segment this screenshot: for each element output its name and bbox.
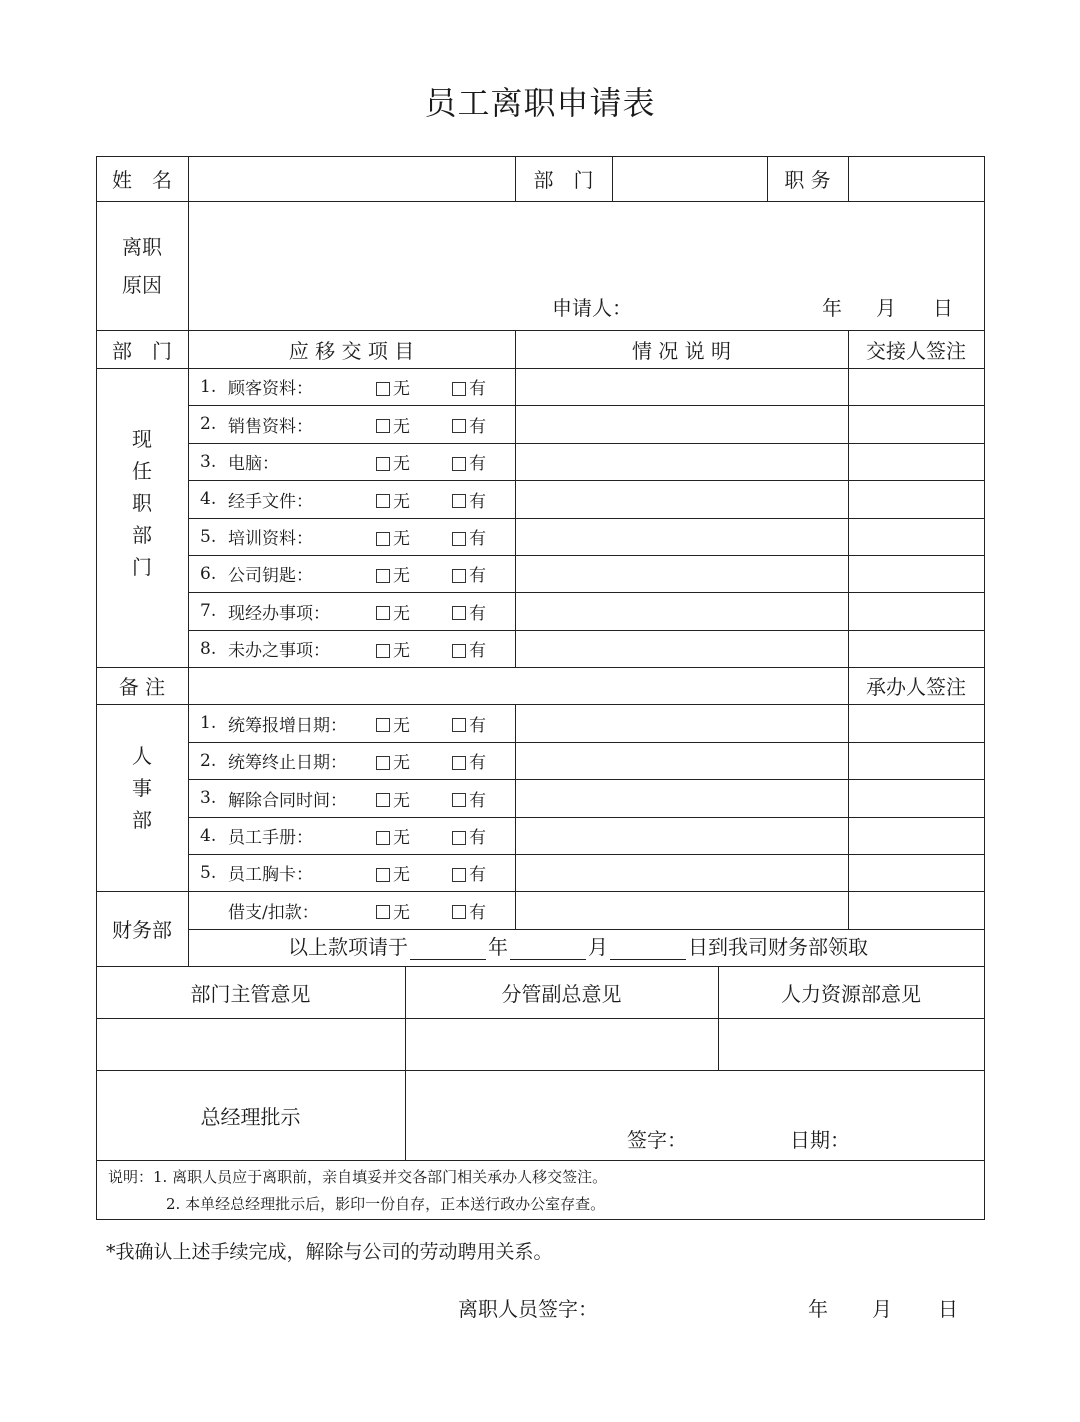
checkbox-icon[interactable] — [376, 569, 390, 583]
checkbox-icon[interactable] — [376, 382, 390, 396]
hr-item — [200, 742, 486, 779]
item-name: 统筹报增日期： — [228, 715, 347, 736]
current-dept-label-char: 职 — [132, 490, 152, 515]
checkbox-icon[interactable] — [376, 831, 390, 845]
checkbox-icon[interactable] — [452, 532, 466, 546]
item-number: 4. — [200, 489, 217, 509]
hr-dept-label — [96, 704, 188, 891]
option-none[interactable]: 无 — [376, 823, 452, 848]
item-name: 现经办事项： — [228, 603, 330, 624]
finance-collect-line — [288, 934, 868, 960]
finance-item — [228, 891, 486, 929]
option-none[interactable]: 无 — [376, 524, 452, 549]
option-has[interactable]: 有 — [452, 748, 486, 773]
item-number: 1. — [200, 713, 217, 733]
col-handover-sign-header: 交接人签注 — [866, 338, 966, 363]
footer-day: 日 — [938, 1297, 958, 1321]
option-none[interactable]: 无 — [376, 599, 452, 624]
hr-item — [200, 854, 486, 891]
name-label: 姓 名 — [112, 168, 172, 192]
option-has[interactable]: 有 — [452, 487, 486, 512]
checkbox-icon[interactable] — [452, 606, 466, 620]
option-none[interactable]: 无 — [376, 748, 452, 773]
handover-item — [200, 480, 486, 518]
footer-month: 月 — [872, 1297, 892, 1321]
vice-president-opinion-field[interactable] — [406, 1019, 717, 1069]
current-dept-label-char: 任 — [132, 458, 152, 483]
current-dept-label — [96, 368, 188, 667]
checkbox-icon[interactable] — [376, 756, 390, 770]
handover-item — [200, 443, 486, 480]
reason-label-line2: 原因 — [122, 272, 162, 297]
option-none[interactable]: 无 — [376, 786, 452, 811]
hr-opinion-field[interactable] — [719, 1019, 983, 1069]
item-name: 员工手册： — [228, 828, 313, 848]
option-has[interactable]: 有 — [452, 786, 486, 811]
item-number: 6. — [200, 563, 217, 584]
finance-label: 财务部 — [112, 918, 172, 942]
option-has[interactable]: 有 — [452, 412, 486, 437]
checkbox-icon[interactable] — [376, 644, 390, 658]
checkbox-icon[interactable] — [376, 793, 390, 807]
option-none[interactable]: 无 — [376, 898, 452, 923]
option-has[interactable]: 有 — [452, 711, 486, 736]
checkbox-icon[interactable] — [452, 419, 466, 433]
checkbox-icon[interactable] — [376, 868, 390, 882]
vice-president-opinion-label: 分管副总意见 — [501, 981, 622, 1006]
handover-item — [200, 518, 486, 555]
position-field[interactable] — [849, 157, 983, 200]
option-none[interactable]: 无 — [376, 860, 452, 885]
handover-item — [200, 555, 486, 592]
option-none[interactable]: 无 — [376, 449, 452, 474]
col-items-header: 应 移 交 项 目 — [288, 338, 415, 363]
hr-opinion-label: 人力资源部意见 — [781, 981, 921, 1006]
gm-date-label: 日期： — [790, 1128, 850, 1152]
option-has[interactable]: 有 — [452, 898, 486, 923]
hr-dept-label-char: 事 — [132, 775, 152, 800]
checkbox-icon[interactable] — [376, 532, 390, 546]
applicant-label: 申请人： — [552, 296, 632, 320]
item-name: 顾客资料： — [228, 379, 313, 399]
hr-dept-label-char: 人 — [132, 743, 152, 768]
item-name: 电脑： — [228, 454, 279, 474]
hr-item — [200, 779, 486, 817]
resignee-sign-label: 离职人员签字： — [458, 1297, 598, 1321]
remarks-field[interactable] — [189, 668, 847, 703]
checkbox-icon[interactable] — [376, 457, 390, 471]
col-dept-header: 部 门 — [112, 338, 172, 363]
department-field[interactable] — [613, 157, 766, 200]
item-name: 统筹终止日期： — [228, 753, 347, 773]
gm-approval-field[interactable] — [406, 1071, 983, 1159]
option-none[interactable]: 无 — [376, 561, 452, 586]
option-none[interactable]: 无 — [376, 711, 452, 736]
reason-label — [96, 201, 188, 330]
checkbox-icon[interactable] — [452, 756, 466, 770]
option-has[interactable]: 有 — [452, 374, 486, 399]
option-has[interactable]: 有 — [452, 599, 486, 624]
checkbox-icon[interactable] — [452, 382, 466, 396]
checkbox-icon[interactable] — [452, 494, 466, 508]
option-none[interactable]: 无 — [376, 412, 452, 437]
item-number: 2. — [200, 750, 217, 771]
handover-item — [200, 592, 486, 630]
department-label: 部 门 — [533, 168, 594, 192]
option-none[interactable]: 无 — [376, 487, 452, 512]
remarks-label: 备 注 — [118, 675, 166, 699]
item-name: 员工胸卡： — [228, 865, 313, 885]
current-dept-label-char: 部 — [132, 522, 152, 547]
hr-item — [200, 817, 486, 854]
position-label: 职 务 — [784, 168, 831, 192]
handover-item — [200, 368, 486, 405]
notes-prefix: 说明： — [108, 1168, 154, 1186]
checkbox-icon[interactable] — [376, 718, 390, 732]
reason-month: 月 — [876, 296, 896, 320]
checkbox-icon[interactable] — [376, 419, 390, 433]
col-status-header: 情 况 说 明 — [631, 338, 732, 363]
item-number: 5. — [200, 862, 217, 883]
checkbox-icon[interactable] — [452, 569, 466, 583]
option-has[interactable]: 有 — [452, 823, 486, 848]
checkbox-icon[interactable] — [452, 644, 466, 658]
option-none[interactable]: 无 — [376, 636, 452, 661]
checkbox-icon[interactable] — [452, 457, 466, 471]
dept-manager-opinion-label: 部门主管意见 — [190, 981, 311, 1006]
reason-year: 年 — [822, 296, 842, 320]
option-has[interactable]: 有 — [452, 449, 486, 474]
item-name: 培训资料： — [228, 529, 313, 549]
item-number: 3. — [200, 451, 217, 472]
checkbox-icon[interactable] — [452, 718, 466, 732]
hr-dept-label-char: 部 — [132, 807, 152, 832]
item-number: 8. — [200, 638, 217, 659]
option-has[interactable]: 有 — [452, 561, 486, 586]
handover-item — [200, 405, 486, 443]
notes-line2: 2. 本单经总经理批示后，影印一份自存，正本送行政办公室存查。 — [166, 1195, 606, 1213]
hr-item — [200, 704, 486, 742]
option-none[interactable]: 无 — [376, 374, 452, 399]
name-field[interactable] — [189, 157, 514, 200]
item-number: 3. — [200, 788, 217, 808]
item-name: 未办之事项： — [228, 641, 330, 661]
option-has[interactable]: 有 — [452, 524, 486, 549]
collect-day-field[interactable] — [610, 941, 686, 960]
item-number: 7. — [200, 601, 217, 621]
checkbox-icon[interactable] — [452, 793, 466, 807]
notes-text-1: 1. 离职人员应于离职前，亲自填妥并交各部门相关承办人移交签注。 — [153, 1168, 608, 1186]
checkbox-icon[interactable] — [376, 606, 390, 620]
item-number: 5. — [200, 526, 217, 547]
reason-day: 日 — [933, 296, 953, 320]
dept-manager-opinion-field[interactable] — [97, 1019, 404, 1069]
checkbox-icon[interactable] — [376, 905, 390, 919]
current-dept-label-char: 门 — [132, 554, 152, 579]
collect-suffix: 日到我司财务部领取 — [688, 935, 868, 959]
gm-sign-label: 签字： — [627, 1128, 687, 1152]
checkbox-icon[interactable] — [452, 905, 466, 919]
item-number: 1. — [200, 376, 217, 397]
collect-month-field[interactable] — [510, 941, 586, 960]
item-number: 2. — [200, 414, 217, 434]
item-name: 借支/扣款： — [228, 902, 319, 923]
handover-item — [200, 630, 486, 667]
footer-year: 年 — [808, 1297, 828, 1321]
item-name: 销售资料： — [228, 416, 313, 437]
collect-month: 月 — [588, 935, 608, 959]
handler-sign-header: 承办人签注 — [866, 675, 966, 699]
item-name: 解除合同时间： — [228, 790, 347, 811]
collect-prefix: 以上款项请于 — [288, 935, 408, 959]
gm-approval-label: 总经理批示 — [200, 1104, 301, 1129]
checkbox-icon[interactable] — [452, 868, 466, 882]
checkbox-icon[interactable] — [376, 494, 390, 508]
option-has[interactable]: 有 — [452, 636, 486, 661]
checkbox-icon[interactable] — [452, 831, 466, 845]
item-number: 4. — [200, 825, 217, 846]
current-dept-label-char: 现 — [132, 426, 152, 451]
page-title: 员工离职申请表 — [424, 84, 656, 122]
option-has[interactable]: 有 — [452, 860, 486, 885]
reason-label-line1: 离职 — [122, 234, 162, 259]
collect-year: 年 — [488, 935, 508, 959]
item-name: 公司钥匙： — [228, 566, 313, 586]
collect-year-field[interactable] — [410, 941, 486, 960]
notes-line1 — [108, 1166, 607, 1187]
confirmation-text: *我确认上述手续完成，解除与公司的劳动聘用关系。 — [106, 1241, 553, 1263]
item-name: 经手文件： — [228, 491, 313, 512]
